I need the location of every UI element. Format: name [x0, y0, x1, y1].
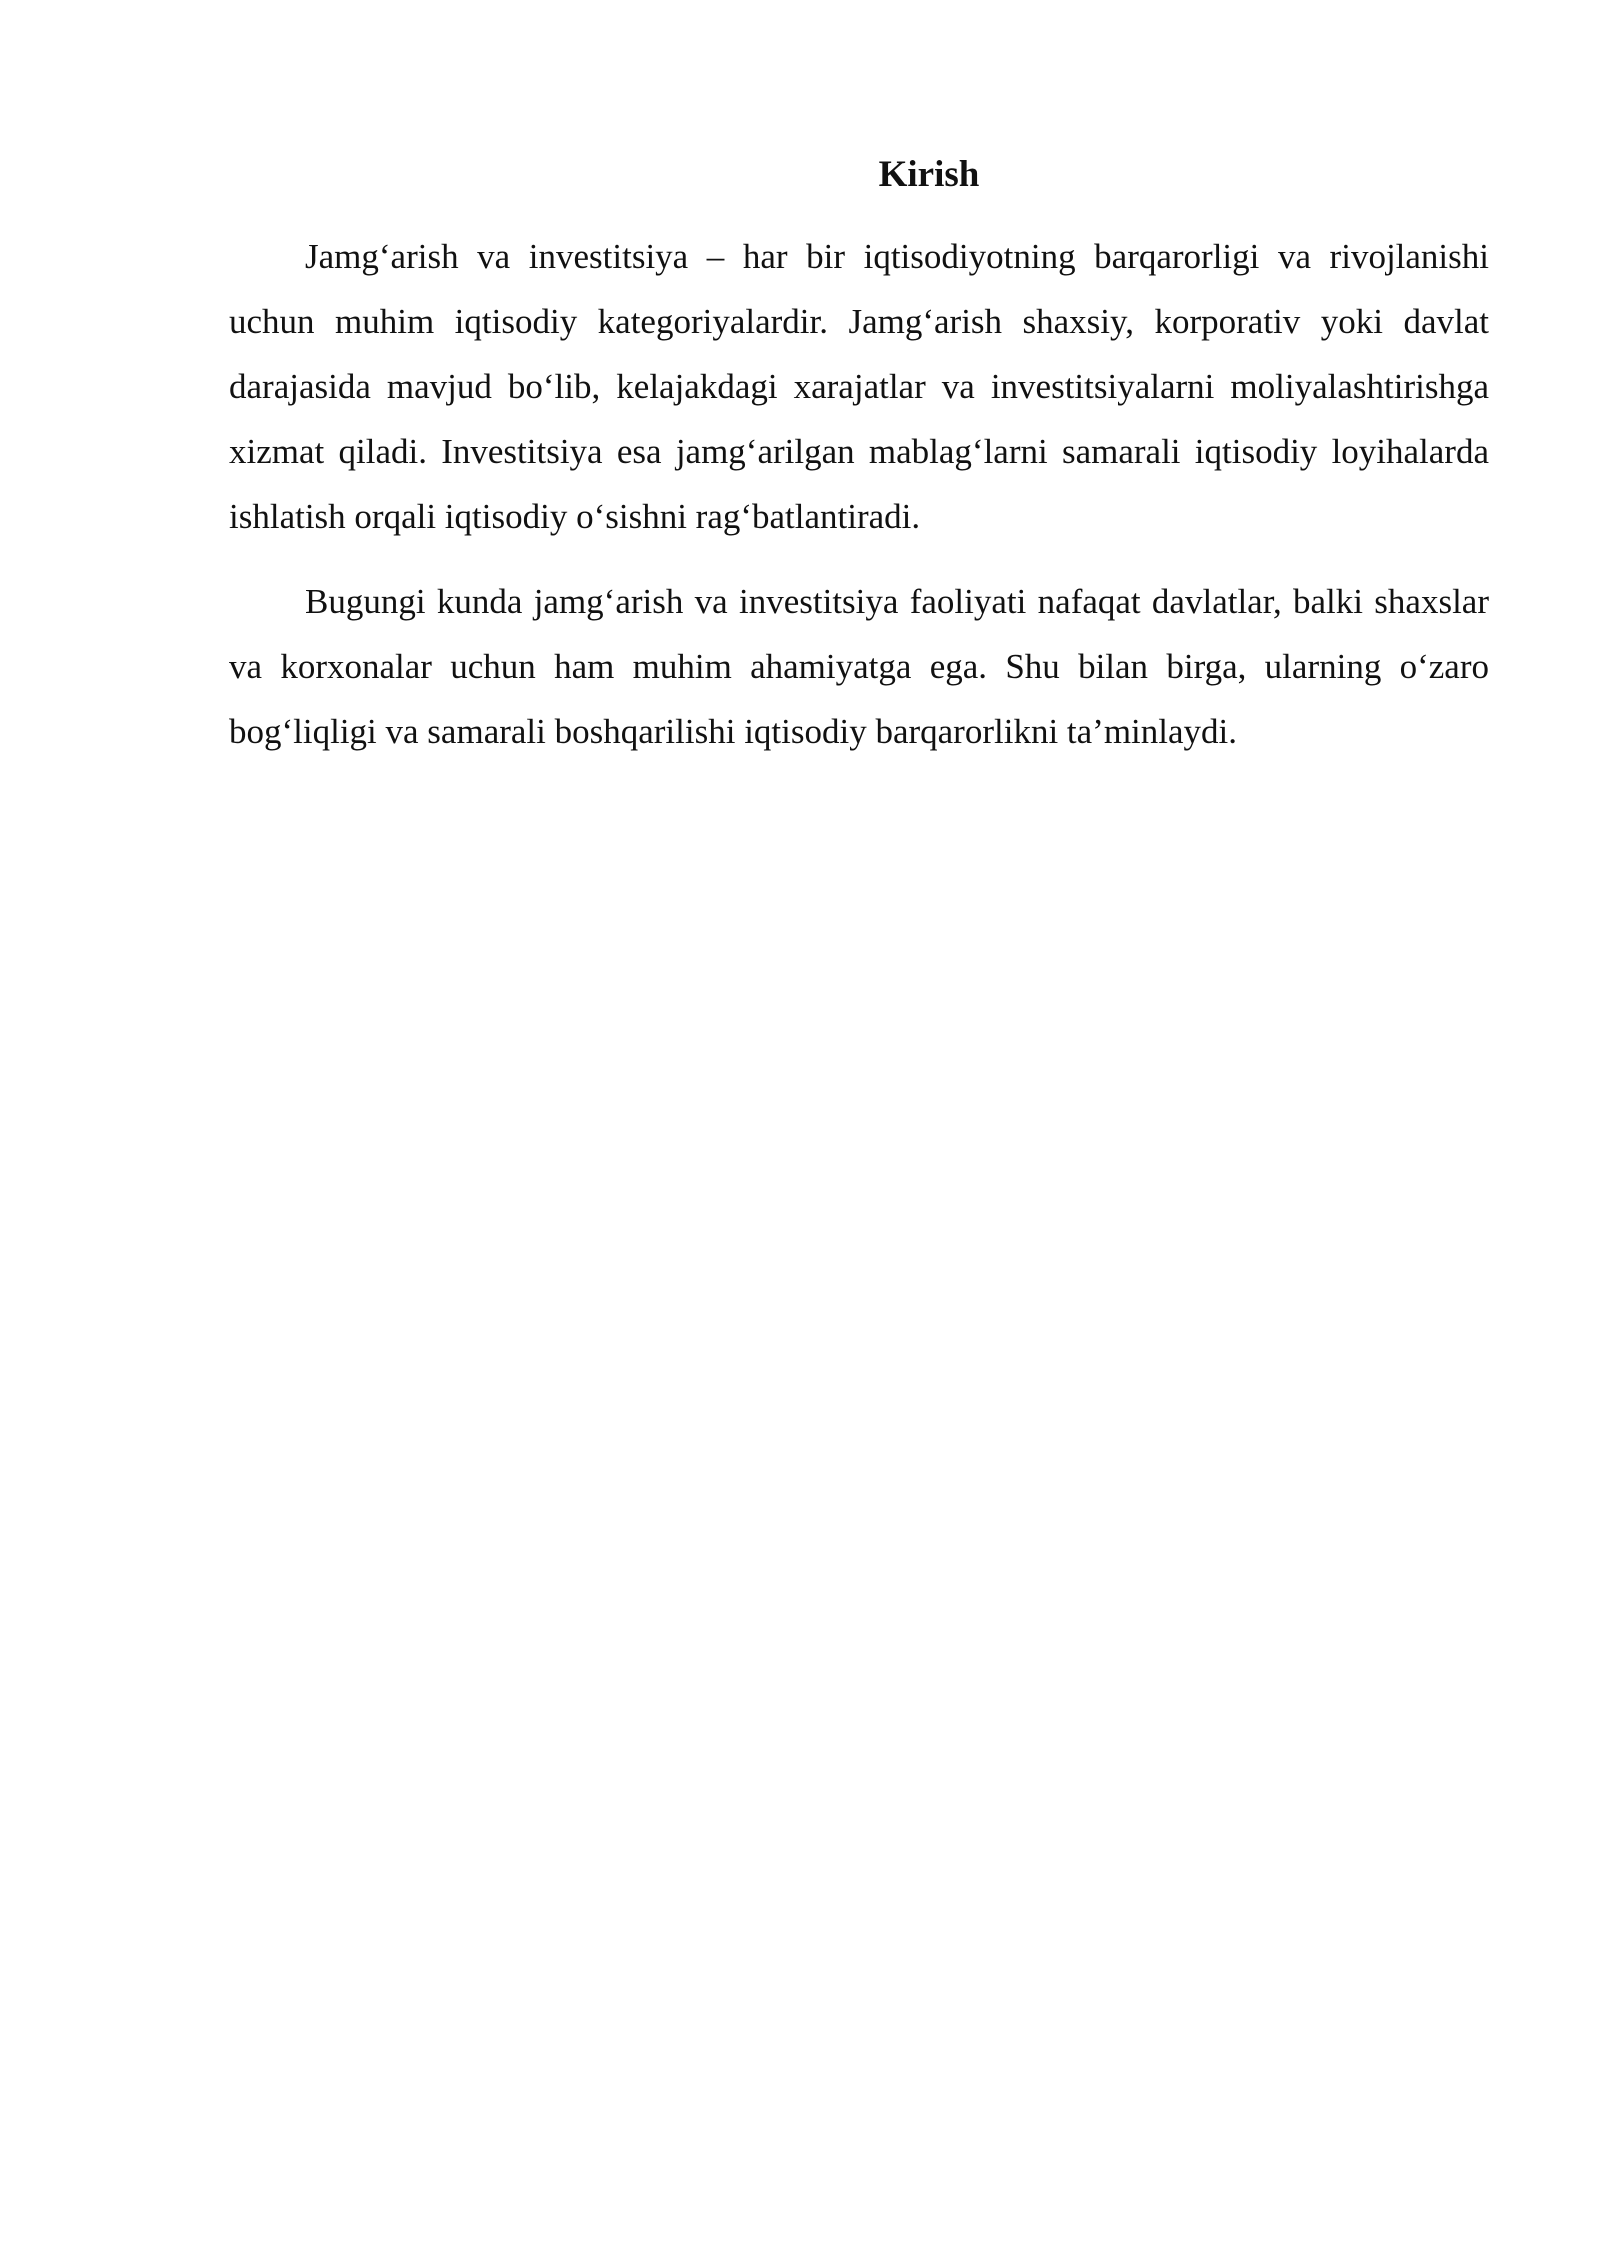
page-title: Kirish: [878, 154, 980, 195]
paragraph-intro: Jamg‘arish va investitsiya – har bir iqtisodiyotning barqarorligi va rivojlanishi uchun muhim iqtisodiy kategoriyalardir. Jamg‘arish shaxsiy, korporativ yoki davlat darajasida mavjud bo‘lib, kelajakdagi xarajatlar va investitsiyalarni moliyalashtirishga xizmat qiladi. Investitsiya esa jamg‘arilgan mablag‘larni samarali iqtisodiy loyihalarda ishlatish orqali iqtisodiy o‘sishni rag‘batlantiradi.: [229, 237, 1489, 536]
paragraph-second: Bugungi kunda jamg‘arish va investitsiya faoliyati nafaqat davlatlar, balki shaxslar va korxonalar uchun ham muhim ahamiyatga ega. Shu bilan birga, ularning o‘zaro bog‘liqligi va samarali boshqarilishi iqtisodiy barqarorlikni ta’minlaydi.: [229, 582, 1489, 751]
page-content: [229, 148, 1489, 764]
